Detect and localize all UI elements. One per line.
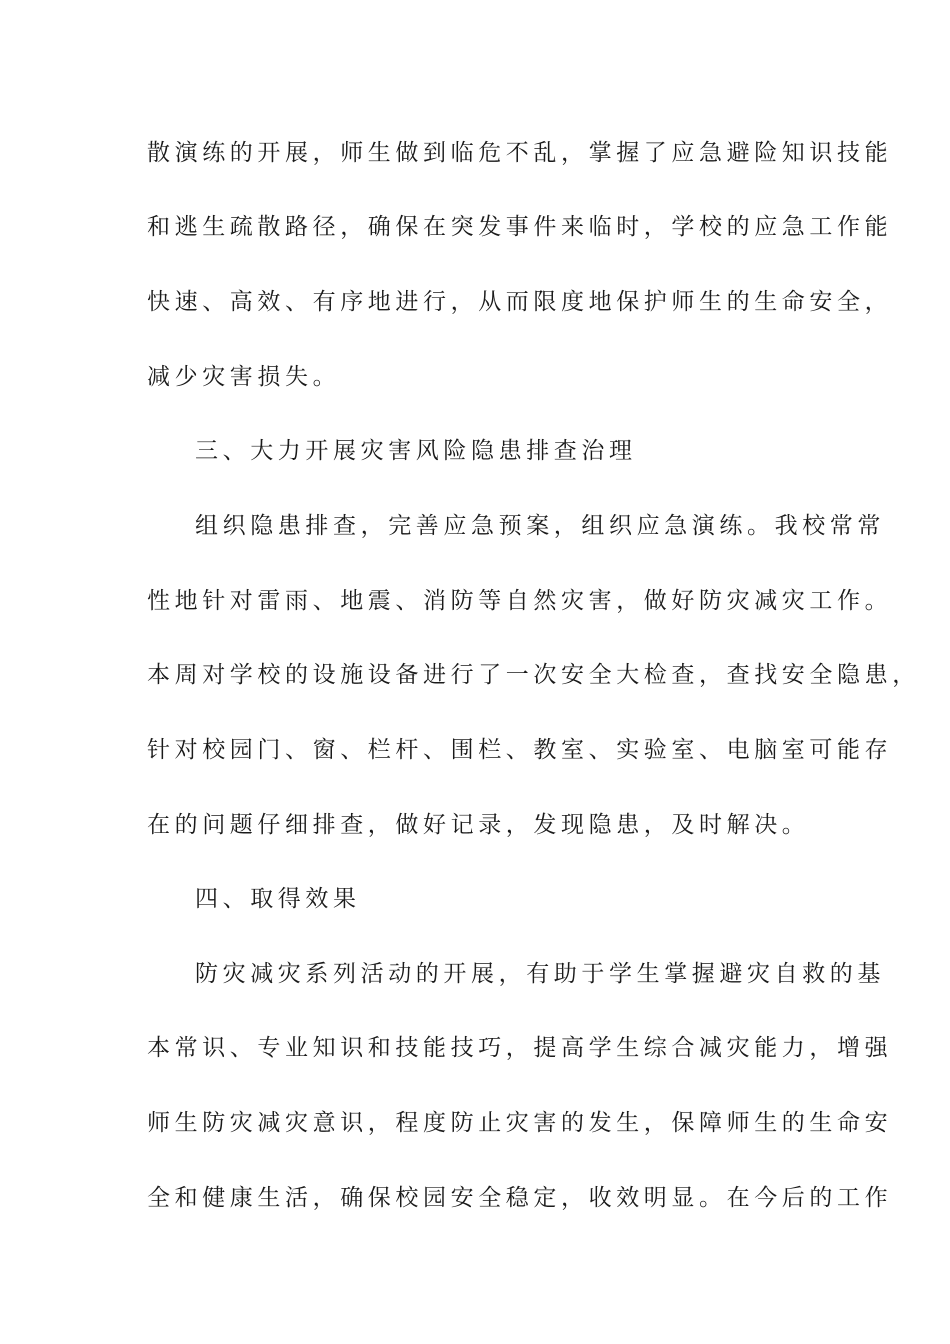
- paragraph-line: 和逃生疏散路径，确保在突发事件来临时，学校的应急工作能: [147, 214, 893, 240]
- paragraph-line: 组织隐患排查，完善应急预案，组织应急演练。我校常常: [195, 513, 885, 539]
- paragraph-line: 性地针对雷雨、地震、消防等自然灾害，做好防灾减灾工作。: [147, 588, 893, 614]
- paragraph-line: 防灾减灾系列活动的开展，有助于学生掌握避灾自救的基: [195, 961, 885, 987]
- paragraph-line: 师生防灾减灾意识，程度防止灾害的发生，保障师生的生命安: [147, 1110, 893, 1136]
- paragraph-line: 在的问题仔细排查，做好记录，发现隐患，及时解决。: [147, 812, 810, 838]
- paragraph-line: 减少灾害损失。: [147, 364, 341, 390]
- paragraph-line: 散演练的开展，师生做到临危不乱，掌握了应急避险知识技能: [147, 140, 893, 166]
- paragraph-line: 针对校园门、窗、栏杆、围栏、教室、实验室、电脑室可能存: [147, 737, 893, 763]
- paragraph-line: 快速、高效、有序地进行，从而限度地保护师生的生命安全，: [147, 289, 893, 315]
- section-heading: 三、大力开展灾害风险隐患排查治理: [195, 438, 637, 464]
- paragraph-line: 本周对学校的设施设备进行了一次安全大检查，查找安全隐患，: [147, 662, 920, 688]
- paragraph-line: 全和健康生活，确保校园安全稳定，收效明显。在今后的工作: [147, 1185, 893, 1211]
- section-heading: 四、取得效果: [195, 886, 361, 912]
- paragraph-line: 本常识、专业知识和技能技巧，提高学生综合减灾能力，增强: [147, 1035, 893, 1061]
